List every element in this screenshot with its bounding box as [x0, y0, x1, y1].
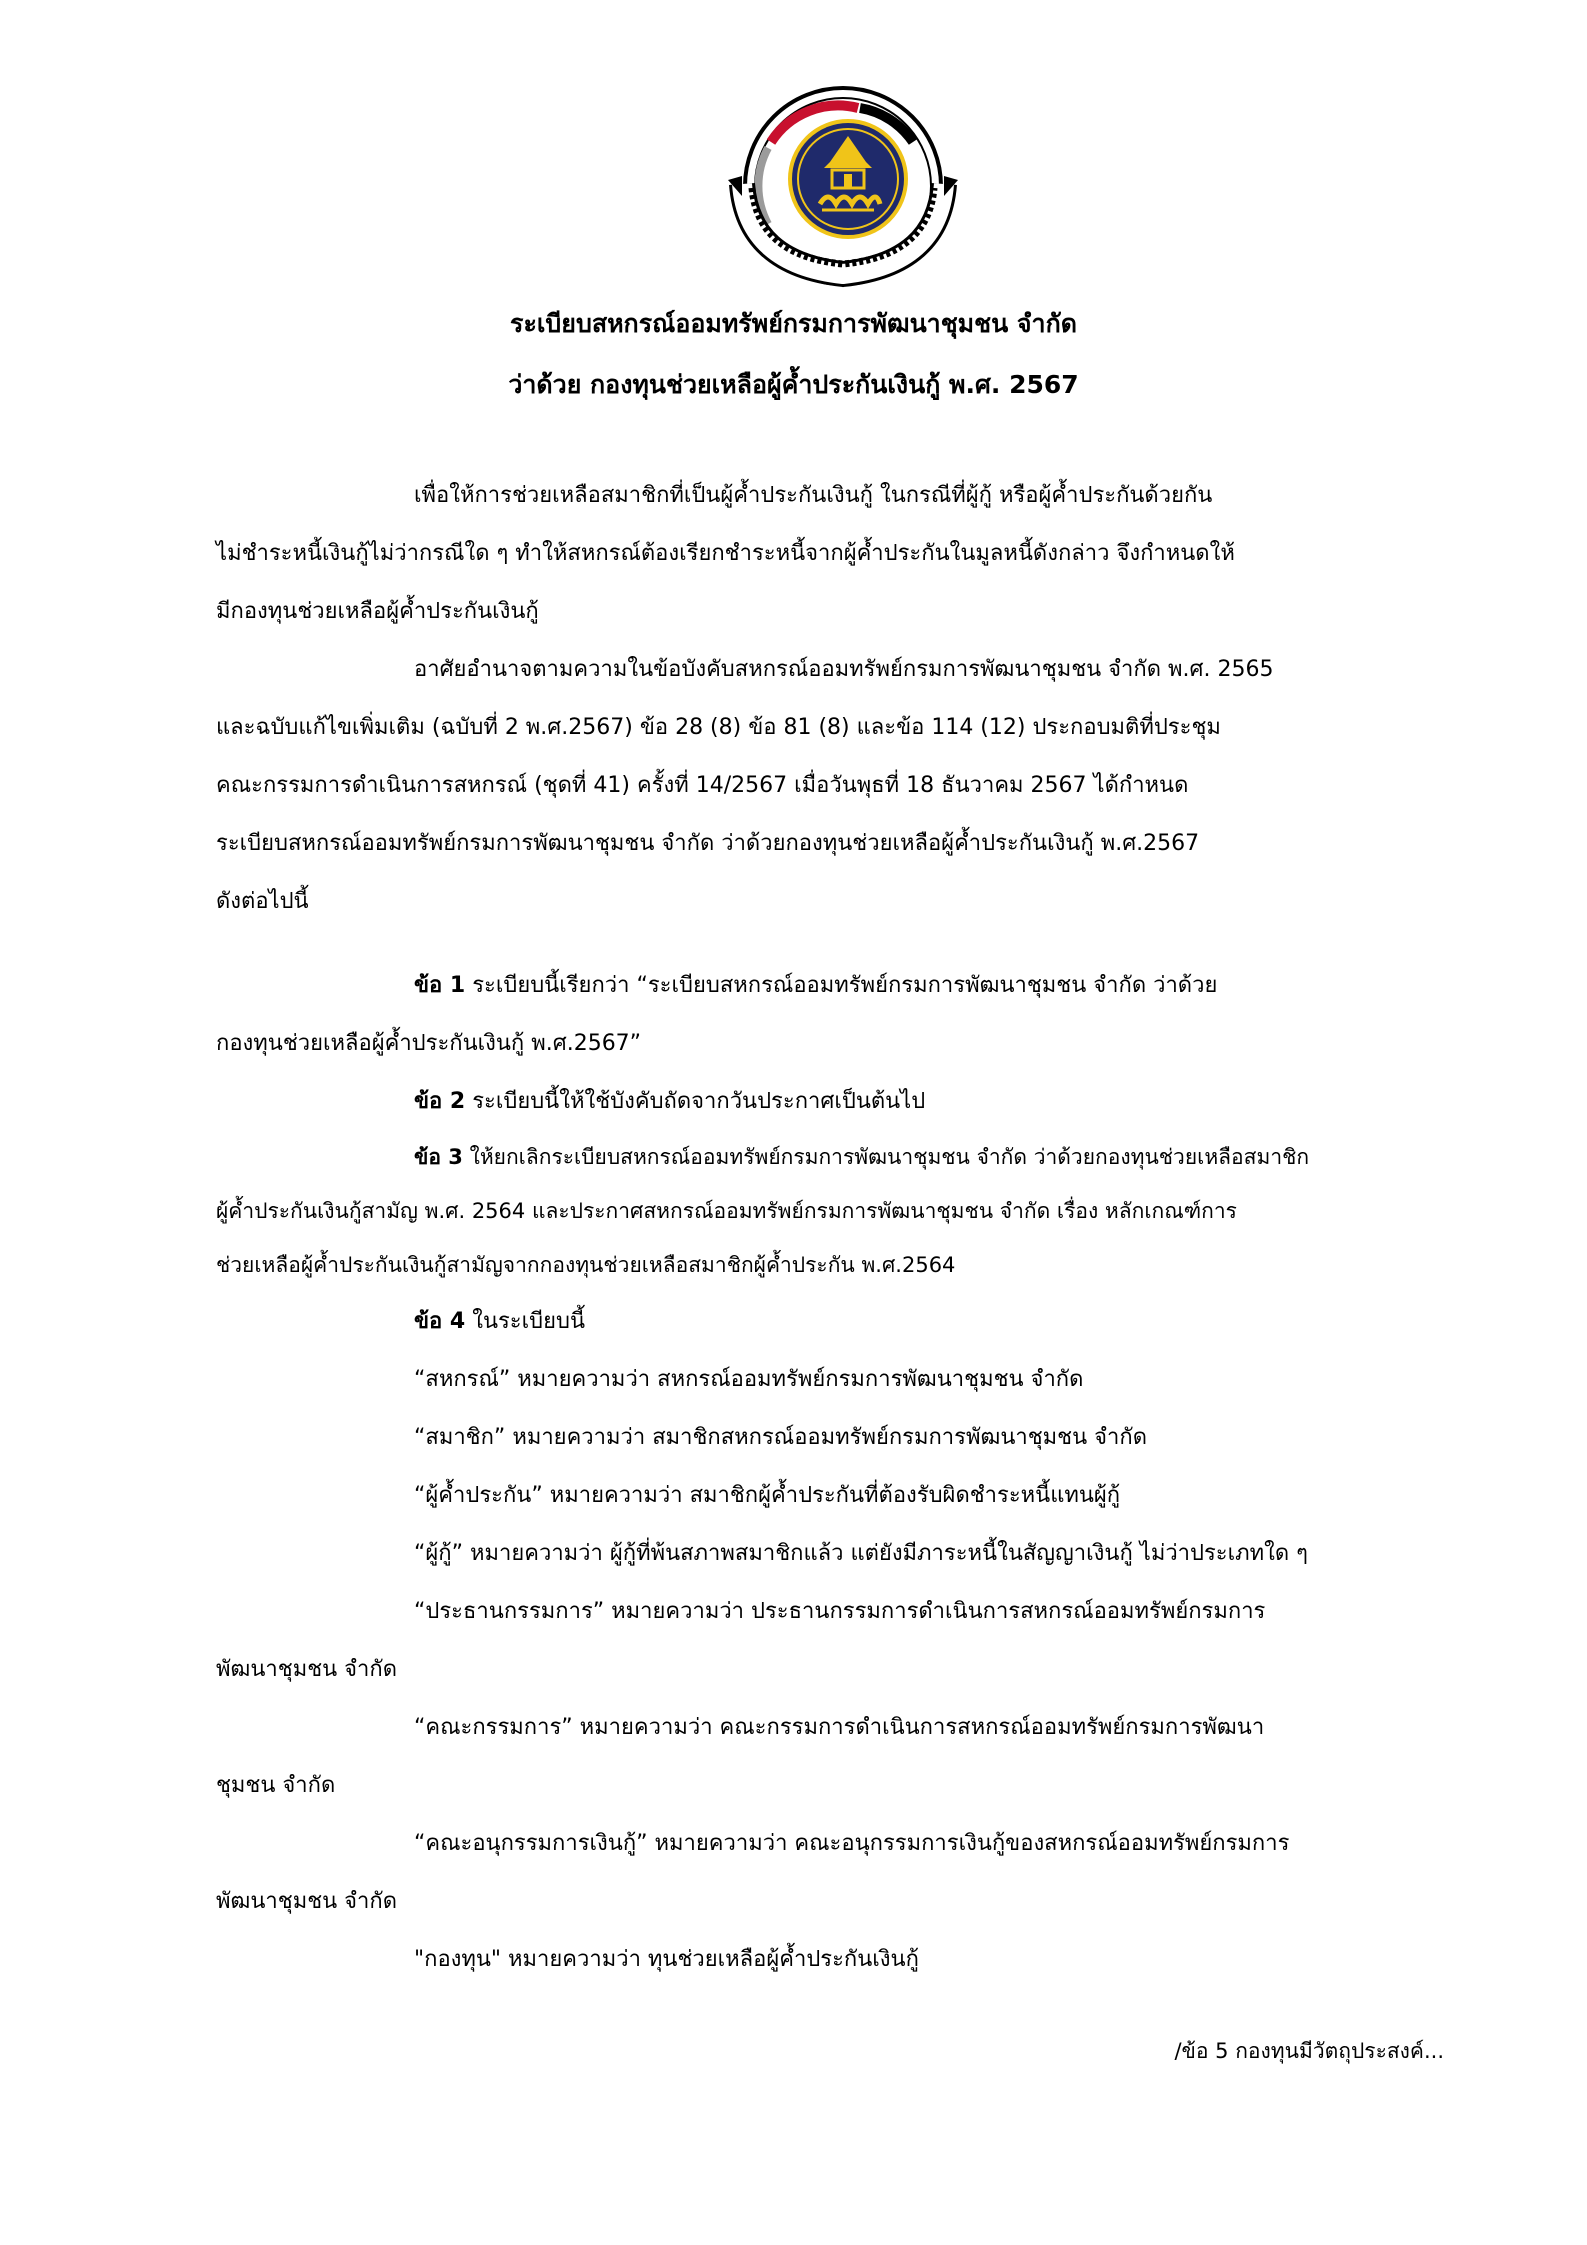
clause-3-continuation: ช่วยเหลือผู้ค้ำประกันเงินกู้สามัญจากกองทุนช่วยเหลือสมาชิกผู้ค้ำประกัน พ.ศ.2564 — [216, 1253, 956, 1277]
clause-3-label: ข้อ 3 — [414, 1145, 463, 1169]
preamble-line: ไม่ชำระหนี้เงินกู้ไม่ว่ากรณีใด ๆ ทำให้สหกรณ์ต้องเรียกชำระหนี้จากผู้ค้ำประกันในมูลหนี้ดังกล่าว จึงกำหนดให้ — [216, 541, 1235, 566]
clause-4 — [414, 1309, 585, 1335]
clause-2 — [414, 1089, 925, 1115]
definition-borrower: “ผู้กู้” หมายความว่า ผู้กู้ที่พ้นสภาพสมาชิกแล้ว แต่ยังมีภาระหนี้ในสัญญาเงินกู้ ไม่ว่าประเภทใด ๆ — [414, 1541, 1308, 1566]
definition-member: “สมาชิก” หมายความว่า สมาชิกสหกรณ์ออมทรัพย์กรมการพัฒนาชุมชน จำกัด — [414, 1425, 1147, 1450]
clause-4-label: ข้อ 4 — [414, 1309, 466, 1334]
clause-1-continuation: กองทุนช่วยเหลือผู้ค้ำประกันเงินกู้ พ.ศ.2567” — [216, 1031, 642, 1056]
definition-committee: “คณะกรรมการ” หมายความว่า คณะกรรมการดำเนินการสหกรณ์ออมทรัพย์กรมการพัฒนา — [414, 1715, 1265, 1740]
cooperative-logo — [708, 84, 978, 300]
preamble-line: เพื่อให้การช่วยเหลือสมาชิกที่เป็นผู้ค้ำประกันเงินกู้ ในกรณีที่ผู้กู้ หรือผู้ค้ำประกันด้วยกัน — [414, 483, 1213, 508]
clause-2-text: ระเบียบนี้ให้ใช้บังคับถัดจากวันประกาศเป็นต้นไป — [465, 1089, 926, 1114]
page-continuation-note: /ข้อ 5 กองทุนมีวัตถุประสงค์... — [1174, 2039, 1444, 2063]
definition-loan-subcommittee-continuation: พัฒนาชุมชน จำกัด — [216, 1889, 398, 1914]
clause-2-label: ข้อ 2 — [414, 1089, 466, 1114]
clause-1 — [414, 973, 1217, 999]
definition-cooperative: “สหกรณ์” หมายความว่า สหกรณ์ออมทรัพย์กรมการพัฒนาชุมชน จำกัด — [414, 1367, 1084, 1392]
preamble-line: อาศัยอำนาจตามความในข้อบังคับสหกรณ์ออมทรัพย์กรมการพัฒนาชุมชน จำกัด พ.ศ. 2565 — [414, 657, 1274, 682]
clause-3-text: ให้ยกเลิกระเบียบสหกรณ์ออมทรัพย์กรมการพัฒนาชุมชน จำกัด ว่าด้วยกองทุนช่วยเหลือสมาชิก — [462, 1145, 1310, 1169]
definition-chairman: “ประธานกรรมการ” หมายความว่า ประธานกรรมการดำเนินการสหกรณ์ออมทรัพย์กรมการ — [414, 1599, 1266, 1624]
preamble-line: คณะกรรมการดำเนินการสหกรณ์ (ชุดที่ 41) ครั้งที่ 14/2567 เมื่อวันพุธที่ 18 ธันวาคม 2567 ได้กำหนด — [216, 773, 1189, 798]
preamble-line: และฉบับแก้ไขเพิ่มเติม (ฉบับที่ 2 พ.ศ.2567) ข้อ 28 (8) ข้อ 81 (8) และข้อ 114 (12) ประกอบมติที่ประชุม — [216, 715, 1221, 740]
clause-1-text: ระเบียบนี้เรียกว่า “ระเบียบสหกรณ์ออมทรัพย์กรมการพัฒนาชุมชน จำกัด ว่าด้วย — [465, 973, 1218, 998]
clause-3-continuation: ผู้ค้ำประกันเงินกู้สามัญ พ.ศ. 2564 และประกาศสหกรณ์ออมทรัพย์กรมการพัฒนาชุมชน จำกัด เรื่อง หลักเกณฑ์การ — [216, 1199, 1237, 1223]
emblem-icon — [708, 84, 978, 300]
clause-1-label: ข้อ 1 — [414, 973, 466, 998]
preamble-line: ดังต่อไปนี้ — [216, 889, 309, 914]
preamble-line: ระเบียบสหกรณ์ออมทรัพย์กรมการพัฒนาชุมชน จำกัด ว่าด้วยกองทุนช่วยเหลือผู้ค้ำประกันเงินกู้ พ.ศ.2567 — [216, 831, 1200, 856]
definition-fund: "กองทุน" หมายความว่า ทุนช่วยเหลือผู้ค้ำประกันเงินกู้ — [414, 1947, 919, 1972]
definition-loan-subcommittee: “คณะอนุกรรมการเงินกู้” หมายความว่า คณะอนุกรรมการเงินกู้ของสหกรณ์ออมทรัพย์กรมการ — [414, 1831, 1290, 1856]
clause-3 — [414, 1145, 1309, 1170]
clause-4-text: ในระเบียบนี้ — [465, 1309, 586, 1334]
definition-guarantor: “ผู้ค้ำประกัน” หมายความว่า สมาชิกผู้ค้ำประกันที่ต้องรับผิดชำระหนี้แทนผู้กู้ — [414, 1483, 1121, 1508]
preamble-line: มีกองทุนช่วยเหลือผู้ค้ำประกันเงินกู้ — [216, 599, 539, 624]
document-subtitle: ว่าด้วย กองทุนช่วยเหลือผู้ค้ำประกันเงินกู้ พ.ศ. 2567 — [508, 370, 1079, 399]
document-title: ระเบียบสหกรณ์ออมทรัพย์กรมการพัฒนาชุมชน จำกัด — [510, 309, 1077, 338]
definition-chairman-continuation: พัฒนาชุมชน จำกัด — [216, 1657, 398, 1682]
definition-committee-continuation: ชุมชน จำกัด — [216, 1773, 336, 1798]
